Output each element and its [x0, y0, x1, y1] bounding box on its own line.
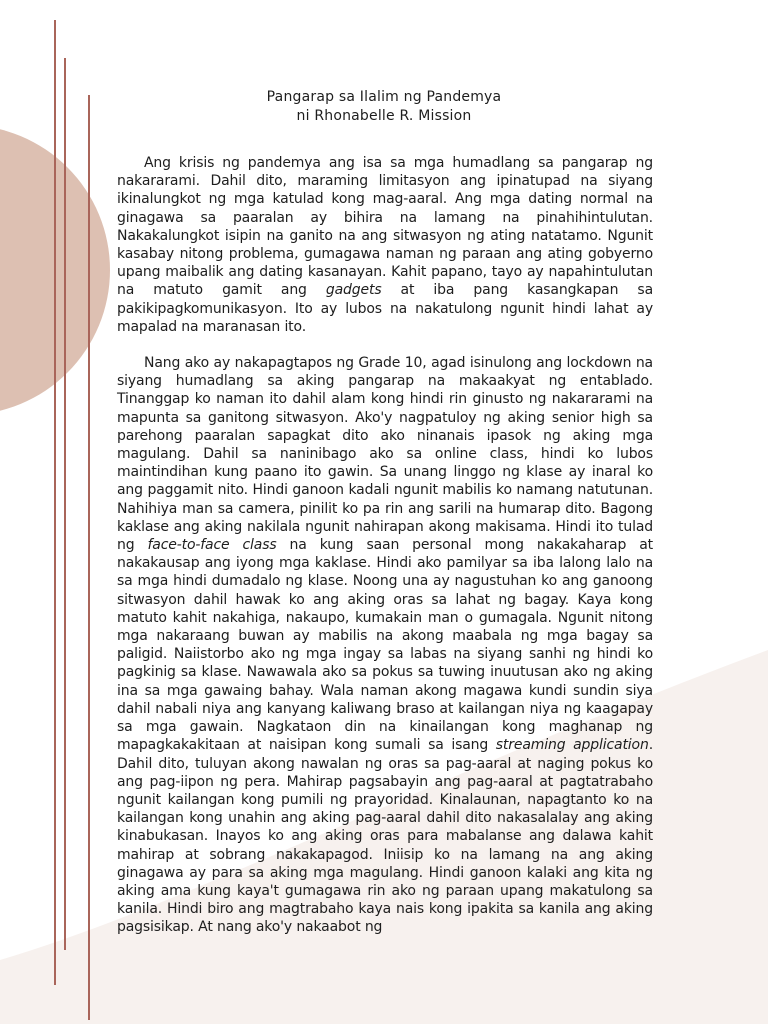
text-run: . Dahil dito, tuluyan akong nawalan ng oras sa pag-aaral at naging pokus ko ang pag-iipon ng pera. Mahirap pagsabayin ang pag-aaral at pagtatrabaho ngunit kailangan kong pumili ng prayoridad. Kinalaunan, napagtanto ko na kailangan kong unahin ang aking pag-aaral dahil dito nakasalalay ang aking kinabukasan. Inayos ko ang aking oras para mabalanse ang dalawa kahit mahirap at sobrang nakakapagod. Iniisip ko na lamang na ang aking ginagawa ay para sa aking mga magulang. Hindi ganoon kalaki ang kita ng aking ama kung kaya't gumagawa rin ako ng paraan upang makatulong sa kanila. Hindi biro ang magtrabaho kaya nais kong ipakita sa kanila ang aking pagsisikap. At nang ako'y nakaabot ng	[117, 737, 653, 936]
italic-text: face-to-face class	[147, 537, 277, 554]
text-run: na kung saan personal mong nakakaharap at nakakausap ang iyong mga kaklase. Hindi ako pamilyar sa iba lalong lalo na sa mga hindi dumadalo ng klase. Noong una ay nagustuhan ko ang ganoong sitwasyon dahil hawak ko ang aking oras sa lahat ng bagay. Kaya kong matuto kahit nakahiga, nakaupo, kumakain man o gumagala. Ngunit nitong mga nakaraang buwan ay mabilis na akong maabala ng mga bagay sa paligid. Naiistorbo ako ng mga ingay sa labas na siyang sanhi ng hindi ko pagkinig sa klase. Nawawala ako sa pokus sa tuwing inuutusan ako ng aking ina sa mga gawaing bahay. Wala naman akong magawa kundi sundin siya dahil nabali niya ang kanyang kaliwang braso at kailangan niya ng kaagapay sa mga gawain. Nagkataon din na kinailangan kong maghanap ng mapagkakakitaan at naisipan kong sumali sa isang	[117, 537, 653, 754]
document-byline: ni Rhonabelle R. Mission	[296, 108, 472, 124]
italic-text: gadgets	[325, 282, 382, 299]
body-text	[117, 154, 653, 937]
paragraph	[117, 154, 653, 336]
paragraph	[117, 354, 653, 937]
italic-text: streaming application	[495, 737, 649, 754]
document-title: Pangarap sa Ilalim ng Pandemya	[266, 89, 502, 105]
text-run: Nang ako ay nakapagtapos ng Grade 10, agad isinulong ang lockdown na siyang humadlang sa aking pangarap na makaakyat ng entablado. Tinanggap ko naman ito dahil alam kong hindi rin ginusto ng nakararami na mapunta sa ganitong sitwasyon. Ako'y nagpatuloy ng aking senior high sa parehong paaralan sapagkat dito ako ninanais ipasok ng aking mga magulang. Dahil sa naninibago ako sa online class, hindi ko lubos maintindihan kung paano ito gawin. Sa unang linggo ng klase ay inaral ko ang paggamit nito. Hindi ganoon kadali ngunit mabilis ko namang natutunan. Nahihiya man sa camera, pinilit ko pa rin ang sarili na humarap dito. Bagong kaklase ang aking nakilala ngunit nahirapan akong makisama. Hindi ito tulad ng	[117, 355, 653, 554]
title-block	[0, 88, 768, 126]
text-run: at iba pang kasangkapan sa pakikipagkomunikasyon. Ito ay lubos na nakatulong ngunit hindi lahat ay mapalad na maranasan ito.	[117, 282, 653, 335]
text-run: Ang krisis ng pandemya ang isa sa mga humadlang sa pangarap ng nakararami. Dahil dito, maraming limitasyon ang ipinatupad na siyang ikinalungkot ng mga katulad kong mag-aaral. Ang mga dating normal na ginagawa sa paaralan ay bihira na lamang na pinahihintulutan. Nakakalungkot isipin na ganito na ang sitwasyon ng ating natatamo. Ngunit kasabay nitong problema, gumagawa naman ng paraan ang ating gobyerno upang maibalik ang dating kasanayan. Kahit papano, tayo ay napahintulutan na matuto gamit ang	[117, 155, 653, 299]
